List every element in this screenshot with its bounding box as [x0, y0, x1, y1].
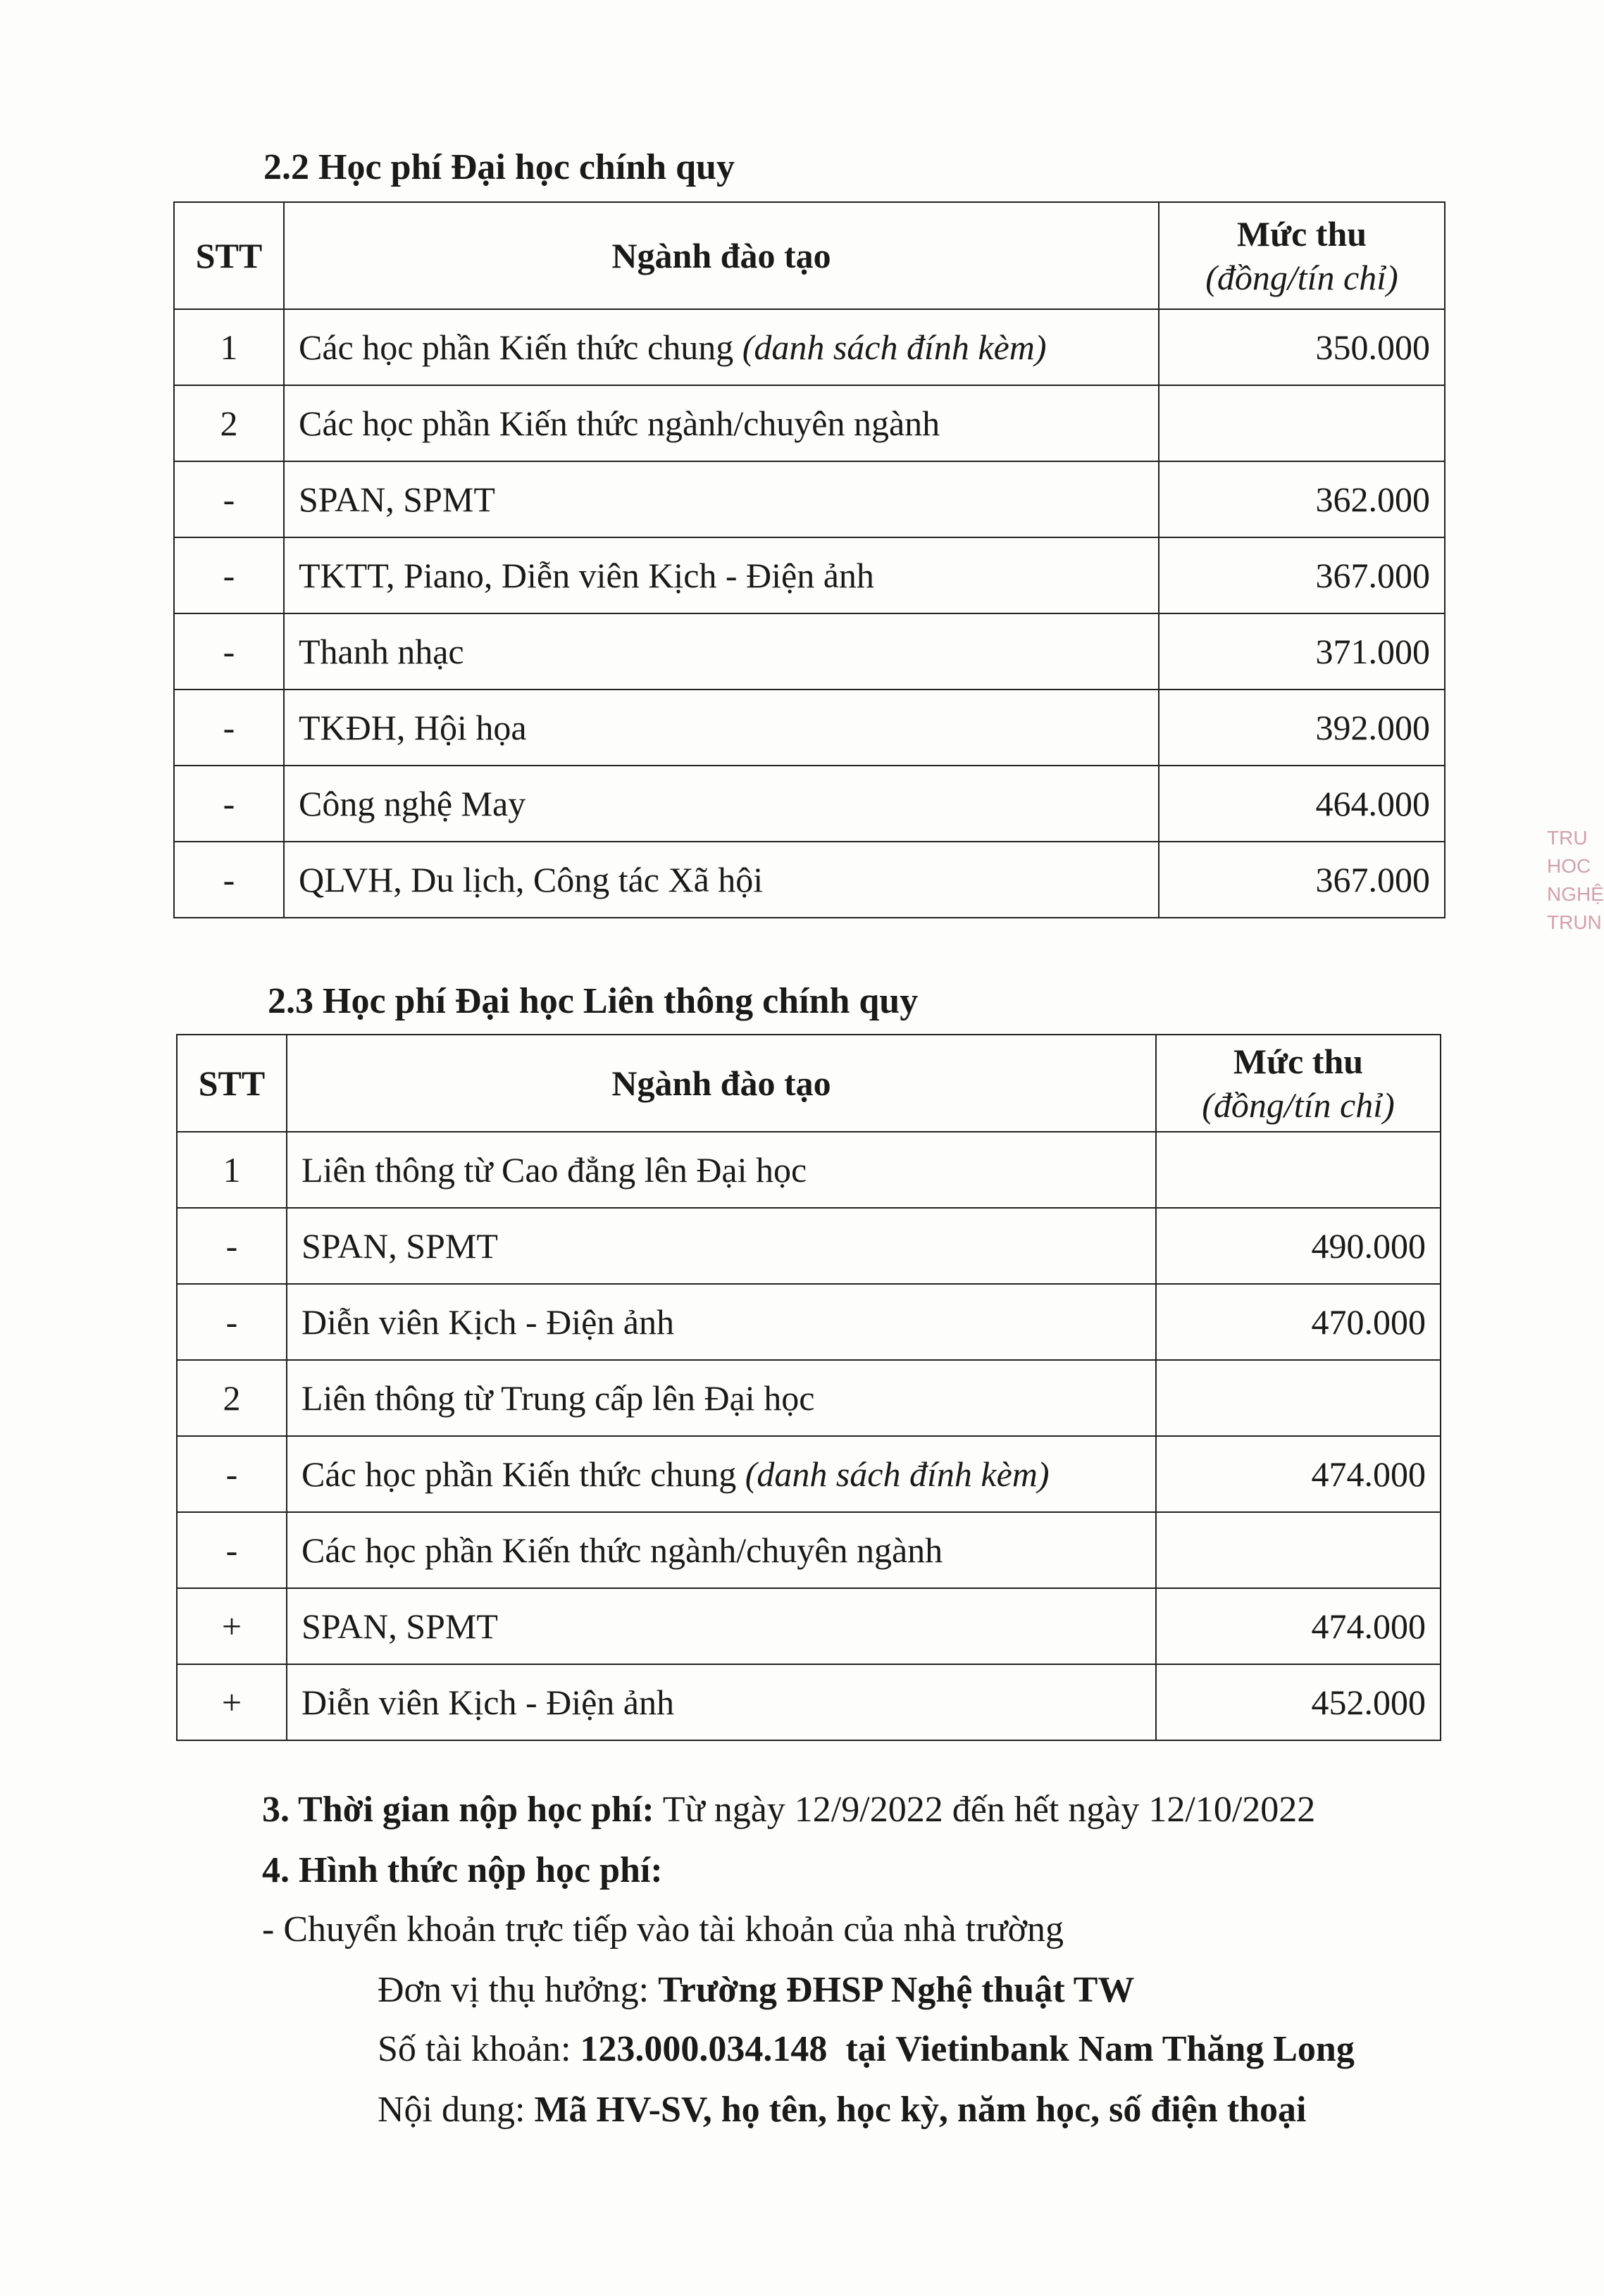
row-stt: - — [174, 537, 284, 613]
table-header-row — [177, 1035, 1441, 1132]
row-stt: - — [174, 842, 284, 918]
row-program — [284, 537, 1159, 613]
row-stt: - — [177, 1284, 287, 1360]
row-fee: 474.000 — [1156, 1588, 1441, 1664]
row-program — [287, 1512, 1156, 1588]
header-fee-label: Mức thu — [1233, 1042, 1364, 1081]
row-fee: 367.000 — [1159, 842, 1445, 918]
header-stt: STT — [177, 1035, 287, 1132]
row-stt: - — [177, 1208, 287, 1284]
table-row — [174, 766, 1445, 842]
program-note: (danh sách đính kèm) — [742, 327, 1047, 367]
program-name: SPAN, SPMT — [299, 480, 495, 519]
table-row — [177, 1360, 1441, 1436]
section-title-transfer-program-fees: 2.3 Học phí Đại học Liên thông chính quy — [268, 981, 919, 1021]
program-name: Diễn viên Kịch - Điện ảnh — [301, 1302, 675, 1342]
transfer-program-fee-table — [176, 1034, 1441, 1741]
stamp-text: TRUN — [1547, 911, 1602, 933]
table-body — [174, 309, 1445, 918]
table-row — [174, 309, 1445, 385]
payee-label: Đơn vị thụ hưởng: — [378, 1970, 649, 2010]
undergraduate-fee-table — [173, 201, 1446, 918]
transfer-content — [378, 2089, 1306, 2130]
row-stt: - — [174, 690, 284, 766]
bank-account — [378, 2028, 1355, 2070]
row-program — [284, 690, 1159, 766]
table-row — [174, 461, 1445, 537]
row-fee — [1159, 385, 1445, 461]
program-name: TKĐH, Hội họa — [299, 708, 527, 747]
program-name: TKTT, Piano, Diễn viên Kịch - Điện ảnh — [299, 556, 874, 595]
row-stt: - — [174, 613, 284, 690]
program-name: SPAN, SPMT — [301, 1226, 498, 1266]
program-name: Các học phần Kiến thức chung — [301, 1454, 737, 1494]
program-name: Các học phần Kiến thức chung — [299, 327, 734, 367]
row-stt: - — [174, 461, 284, 537]
table-row — [177, 1132, 1441, 1208]
stamp-text: HOC — [1547, 855, 1591, 877]
row-program — [284, 842, 1159, 918]
table-row — [174, 537, 1445, 613]
payee-value: Trường ĐHSP Nghệ thuật TW — [658, 1970, 1135, 2010]
row-stt: - — [177, 1512, 287, 1588]
account-bank: Vietinbank Nam Thăng Long — [895, 2029, 1355, 2069]
row-program — [287, 1208, 1156, 1284]
payment-time-value: Từ ngày 12/9/2022 đến hết ngày 12/10/2022 — [662, 1790, 1316, 1830]
row-fee: 392.000 — [1159, 690, 1445, 766]
table-row — [174, 613, 1445, 690]
row-fee: 371.000 — [1159, 613, 1445, 690]
row-program — [287, 1664, 1156, 1740]
row-program — [284, 766, 1159, 842]
table-row — [174, 690, 1445, 766]
header-fee — [1159, 202, 1445, 309]
row-program — [284, 461, 1159, 537]
row-program — [287, 1436, 1156, 1512]
table-row — [177, 1588, 1441, 1664]
row-program — [287, 1360, 1156, 1436]
program-name: Các học phần Kiến thức ngành/chuyên ngành — [301, 1530, 943, 1570]
row-fee — [1156, 1360, 1441, 1436]
stamp-text: TRU — [1547, 827, 1588, 849]
row-stt: + — [177, 1588, 287, 1664]
payment-time-label: 3. Thời gian nộp học phí: — [262, 1790, 654, 1830]
program-name: Diễn viên Kịch - Điện ảnh — [301, 1683, 675, 1722]
row-fee: 470.000 — [1156, 1284, 1441, 1360]
program-name: Công nghệ May — [299, 784, 526, 823]
program-name: Thanh nhạc — [299, 632, 464, 671]
account-number: 123.000.034.148 — [580, 2029, 828, 2069]
table-row — [177, 1512, 1441, 1588]
row-fee: 362.000 — [1159, 461, 1445, 537]
content-label: Nội dung: — [378, 2090, 526, 2130]
payment-method-heading — [262, 1849, 663, 1891]
program-name: Liên thông từ Trung cấp lên Đại học — [301, 1378, 815, 1418]
row-stt: 1 — [177, 1132, 287, 1208]
program-name: Liên thông từ Cao đẳng lên Đại học — [301, 1150, 807, 1190]
stamp-fragment — [1547, 824, 1604, 1120]
table-row — [177, 1664, 1441, 1740]
row-stt: + — [177, 1664, 287, 1740]
table-row — [174, 842, 1445, 918]
table-row — [177, 1284, 1441, 1360]
row-stt: 2 — [177, 1360, 287, 1436]
program-note: (danh sách đính kèm) — [745, 1454, 1050, 1494]
row-program — [287, 1284, 1156, 1360]
account-label: Số tài khoản: — [378, 2029, 571, 2069]
header-fee-label: Mức thu — [1236, 214, 1367, 254]
header-program: Ngành đào tạo — [287, 1035, 1156, 1132]
header-fee-unit: (đồng/tín chỉ) — [1205, 258, 1398, 297]
row-program — [284, 613, 1159, 690]
program-name: QLVH, Du lịch, Công tác Xã hội — [299, 860, 764, 899]
content-value: Mã HV-SV, họ tên, học kỳ, năm học, số điện thoại — [534, 2090, 1307, 2130]
row-fee: 490.000 — [1156, 1208, 1441, 1284]
payee — [378, 1969, 1134, 2011]
row-stt: 2 — [174, 385, 284, 461]
program-name: SPAN, SPMT — [301, 1606, 498, 1646]
header-fee — [1156, 1035, 1441, 1132]
row-fee: 452.000 — [1156, 1664, 1441, 1740]
row-stt: - — [174, 766, 284, 842]
row-stt: 1 — [174, 309, 284, 385]
row-program — [284, 385, 1159, 461]
row-program — [284, 309, 1159, 385]
row-fee: 464.000 — [1159, 766, 1445, 842]
row-program — [287, 1132, 1156, 1208]
header-fee-unit: (đồng/tín chỉ) — [1202, 1085, 1395, 1125]
row-stt: - — [177, 1436, 287, 1512]
header-program: Ngành đào tạo — [284, 202, 1159, 309]
row-fee — [1156, 1512, 1441, 1588]
stamp-text: NGHỆ — [1547, 883, 1604, 905]
payment-method-label: 4. Hình thức nộp học phí: — [262, 1850, 663, 1890]
row-fee: 350.000 — [1159, 309, 1445, 385]
account-bank-prefix: tại — [845, 2029, 887, 2069]
header-stt: STT — [174, 202, 284, 309]
row-fee: 474.000 — [1156, 1436, 1441, 1512]
table-body — [177, 1132, 1441, 1740]
row-program — [287, 1588, 1156, 1664]
table-row — [177, 1436, 1441, 1512]
bank-transfer-line: - Chuyển khoản trực tiếp vào tài khoản của nhà trường — [262, 1909, 1064, 1949]
program-name: Các học phần Kiến thức ngành/chuyên ngành — [299, 404, 940, 443]
row-fee: 367.000 — [1159, 537, 1445, 613]
table-row — [174, 385, 1445, 461]
row-fee — [1156, 1132, 1441, 1208]
section-title-undergraduate-fees: 2.2 Học phí Đại học chính quy — [263, 147, 735, 187]
table-row — [177, 1208, 1441, 1284]
payment-time — [262, 1789, 1315, 1830]
table-header-row — [174, 202, 1445, 309]
